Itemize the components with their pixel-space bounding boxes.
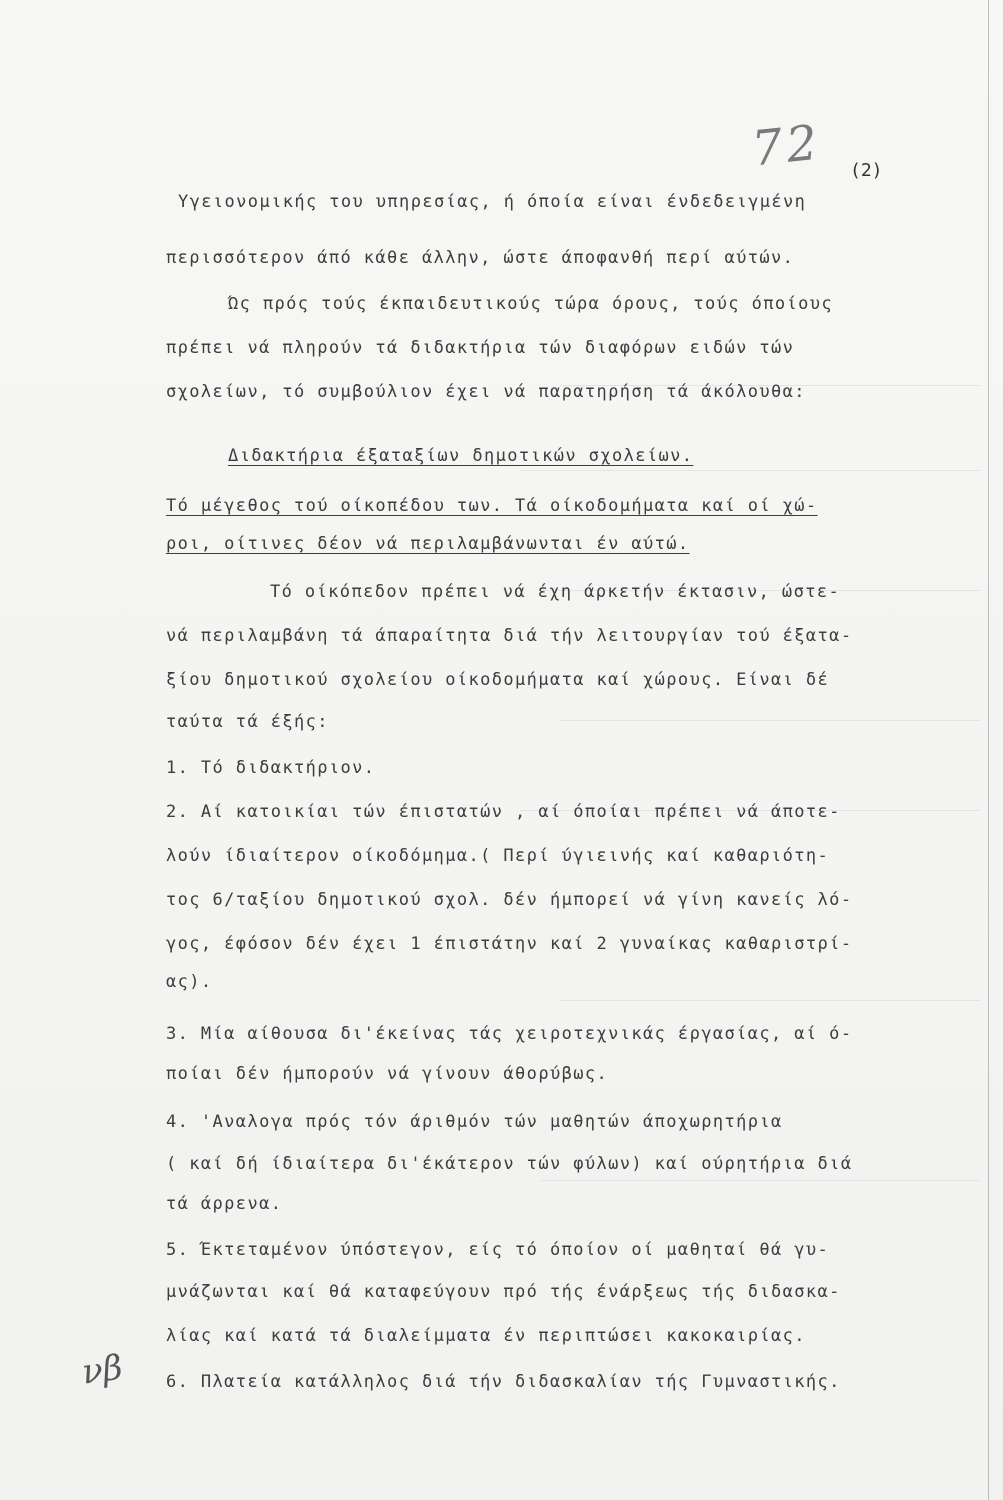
handwritten-page-mark: 72 (749, 114, 824, 178)
text-line: πρέπει νά πληρούν τά διδακτήρια τών διαφόρων ειδών τών (166, 338, 795, 358)
subheading-line: Τό μέγεθος τού οίκοπέδου των. Τά οίκοδομήματα καί οί χώ- (166, 496, 818, 516)
list-item: 5. Έκτεταμένον ύπόστεγον, είς τό όποίον οί μαθηταί θά γυ- (166, 1240, 830, 1260)
list-item-continued: ας). (166, 972, 213, 992)
handwritten-initials: νβ (79, 1347, 125, 1393)
list-item-continued: τος 6/ταξίου δημοτικού σχολ. δέν ήμπορεί νά γίνη κανείς λό- (166, 890, 853, 910)
list-item-continued: λίας καί κατά τά διαλείμματα έν περιπτώσει κακοκαιρίας. (166, 1326, 806, 1346)
list-item: 4. 'Αναλογα πρός τόν άριθμόν τών μαθητών άποχωρητήρια (166, 1112, 783, 1132)
bleed-through (560, 1000, 980, 1001)
text-line: περισσότερον άπό κάθε άλλην, ώστε άποφανθή περί αύτών. (166, 248, 795, 268)
bleed-through (560, 720, 980, 721)
bleed-through (520, 470, 980, 471)
text-line: Ώς πρός τούς έκπαιδευτικούς τώρα όρους, τούς όποίους (228, 294, 834, 314)
list-item-continued: γος, έφόσον δέν έχει 1 έπιστάτην καί 2 γυναίκας καθαριστρί- (166, 934, 853, 954)
bleed-through (540, 1180, 980, 1181)
text-line: νά περιλαμβάνη τά άπαραίτητα διά τήν λειτουργίαν τού έξατα- (166, 626, 853, 646)
list-item-continued: μνάζωνται καί θά καταφεύγουν πρό τής ένάρξεως τής διδασκα- (166, 1282, 841, 1302)
text-line: σχολείων, τό συμβούλιον έχει νά παρατηρήση τά άκόλουθα: (166, 382, 806, 402)
text-line: Υγειονομικής του υπηρεσίας, ή όποία είναι ένδεδειγμένη (178, 192, 807, 212)
text-line: ταύτα τά έξής: (166, 712, 329, 732)
list-item-continued: ( καί δή ίδιαίτερα δι'έκάτερον τών φύλων) καί ούρητήρια διά (166, 1154, 853, 1174)
page-number: (2) (850, 160, 883, 181)
list-item: 3. Μία αίθουσα δι'έκείνας τάς χειροτεχνικάς έργασίας, αί ό- (166, 1024, 853, 1044)
list-item-continued: λούν ίδιαίτερον οίκοδόμημα.( Περί ύγιεινής καί καθαριότη- (166, 846, 830, 866)
list-item: 6. Πλατεία κατάλληλος διά τήν διδασκαλίαν τής Γυμναστικής. (166, 1372, 841, 1392)
text-line: ξίου δημοτικού σχολείου οίκοδομήματα καί χώρους. Είναι δέ (166, 670, 830, 690)
section-heading: Διδακτήρια έξαταξίων δημοτικών σχολείων. (228, 446, 694, 466)
list-item: 1. Τό διδακτήριον. (166, 758, 376, 778)
subheading-line: ροι, οίτινες δέον νά περιλαμβάνωνται έν αύτώ. (166, 534, 690, 554)
list-item-continued: ποίαι δέν ήμπορούν νά γίνουν άθορύβως. (166, 1064, 609, 1084)
list-item-continued: τά άρρενα. (166, 1194, 283, 1214)
text-line: Τό οίκόπεδον πρέπει νά έχη άρκετήν έκτασιν, ώστε- (270, 582, 841, 602)
page-edge (988, 0, 989, 1500)
list-item: 2. Αί κατοικίαι τών έπιστατών , αί όποίαι πρέπει νά άποτε- (166, 802, 841, 822)
